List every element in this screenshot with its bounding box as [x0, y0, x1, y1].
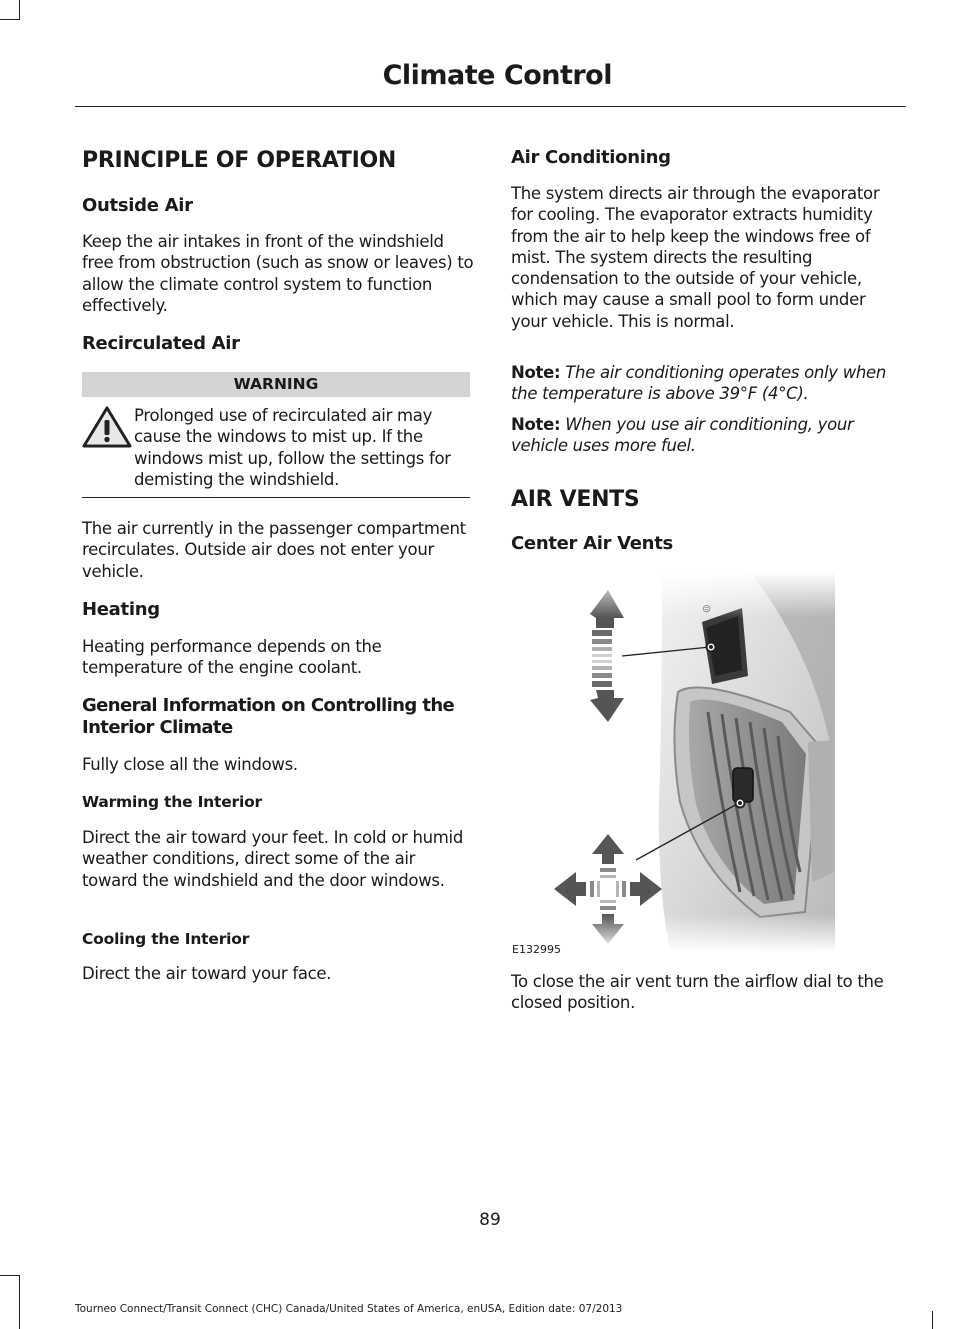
note-temperature: [511, 362, 903, 404]
air-vents-text: To close the air vent turn the airflow dial to the closed position.: [511, 972, 884, 1013]
heading-center-air-vents: Center Air Vents: [511, 533, 673, 554]
heading-cooling: Cooling the Interior: [82, 930, 250, 948]
outside-air-text: Keep the air intakes in front of the windshield free from obstruction (such as snow or leaves) to allow the climate control system to function effectively.: [82, 232, 474, 315]
page-title: Climate Control: [382, 60, 612, 91]
note-label: Note:: [511, 415, 561, 434]
warning-banner: WARNING: [82, 372, 470, 397]
heading-air-conditioning: Air Conditioning: [511, 147, 671, 168]
center-air-vent-illustration: [550, 572, 835, 952]
heading-warming: Warming the Interior: [82, 793, 262, 811]
title-divider: [75, 106, 906, 107]
air-conditioning-text: The system directs air through the evaporator for cooling. The evaporator extracts humidity from the air to help keep the windows free of mist. The system directs the resulting condensation to the outside of your vehicle, which may cause a small pool to form under your vehicle. This is normal.: [511, 184, 880, 331]
heading-general-information: General Information on Controlling the Interior Climate: [82, 695, 455, 738]
note-text: When you use air conditioning, your vehicle uses more fuel.: [511, 415, 854, 455]
heating-text: Heating performance depends on the temperature of the engine coolant.: [82, 637, 382, 678]
section-title-air-vents: AIR VENTS: [511, 487, 640, 512]
note-label: Note:: [511, 363, 561, 382]
figure-code: E132995: [512, 943, 561, 956]
crop-mark: [0, 19, 20, 20]
warming-text: Direct the air toward your feet. In cold or humid weather conditions, direct some of the air toward the windshield and the door windows.: [82, 828, 464, 890]
section-title-principle: PRINCIPLE OF OPERATION: [82, 148, 397, 173]
note-fuel: [511, 414, 903, 456]
note-text: The air conditioning operates only when the temperature is above 39°F (4°C).: [511, 363, 887, 403]
crop-mark: [19, 0, 20, 20]
heading-heating: Heating: [82, 599, 160, 620]
heading-recirculated-air: Recirculated Air: [82, 333, 240, 354]
warning-text: Prolonged use of recirculated air may cause the windows to mist up. If the windows mist up, follow the settings for demisting the windshield.: [134, 406, 451, 489]
crop-mark: [19, 1275, 20, 1329]
crop-mark: [0, 1275, 20, 1276]
general-text: Fully close all the windows.: [82, 755, 298, 774]
heading-outside-air: Outside Air: [82, 195, 193, 216]
cooling-text: Direct the air toward your face.: [82, 964, 332, 983]
recirculated-air-text: The air currently in the passenger compartment recirculates. Outside air does not enter your vehicle.: [82, 519, 466, 581]
warning-divider: [82, 497, 470, 498]
crop-mark: [932, 1311, 933, 1329]
warning-message: [82, 405, 470, 490]
footer-edition: Tourneo Connect/Transit Connect (CHC) Canada/United States of America, enUSA, Edition date: 07/2013: [75, 1303, 623, 1315]
page-number: 89: [479, 1210, 501, 1230]
